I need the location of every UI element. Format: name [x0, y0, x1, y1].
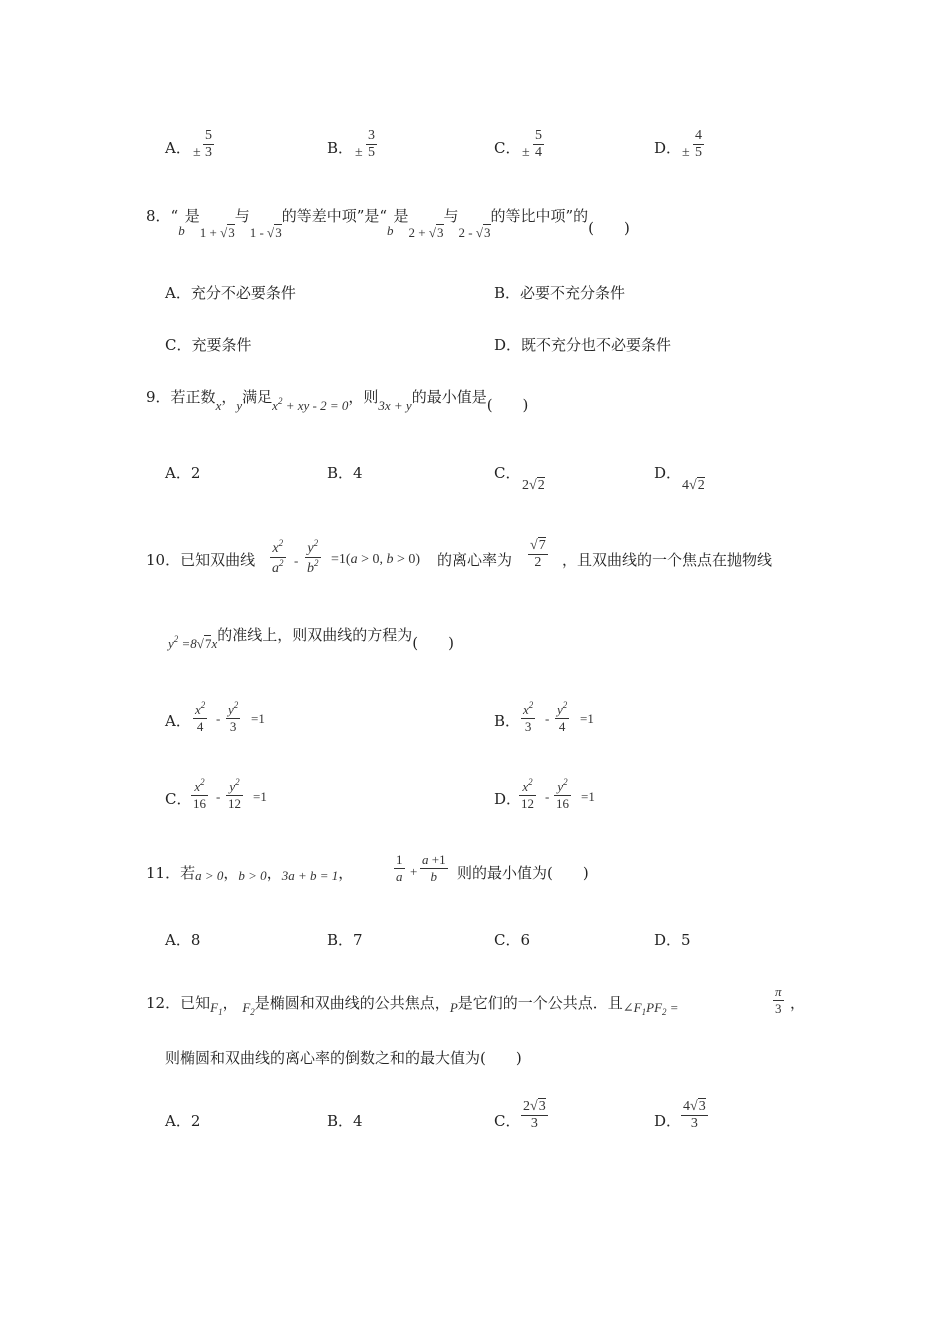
- answer-paren: ( ): [480, 1049, 522, 1067]
- condition-a: a > 0: [195, 868, 224, 883]
- point-p: P: [449, 1000, 458, 1015]
- expr-4: 2 - √3: [458, 225, 491, 240]
- question-number: 9．: [146, 388, 171, 406]
- text: 满足: [242, 388, 273, 406]
- quote-mark: “: [170, 207, 179, 225]
- q10-frac-y: $y^2$ $b^2$: [307, 538, 319, 576]
- question-number: 10．: [146, 551, 181, 569]
- text: 已知: [180, 994, 211, 1012]
- q7-b-fraction: 3 5: [368, 128, 375, 160]
- q10-text2: 的离心率为: [437, 551, 513, 569]
- option-frac: $y^2$ 3: [228, 700, 239, 734]
- q11-option-a: A．8: [165, 931, 201, 949]
- q8-option-c: C．充要条件: [165, 336, 252, 354]
- text: 已知双曲线: [180, 551, 256, 569]
- condition-b: b > 0: [238, 868, 267, 883]
- q8-option-b: B．必要不充分条件: [494, 284, 626, 302]
- q10-number: [146, 549, 255, 570]
- equals-one: =1: [580, 711, 594, 726]
- option-frac: $x^2$ 3: [523, 700, 534, 734]
- q9-option-b: B．4: [327, 464, 363, 482]
- text: 的等比中项”的: [490, 207, 589, 225]
- text: 的等差中项”是“: [281, 207, 388, 225]
- q12-d-fraction: 4√3 3: [683, 1099, 706, 1131]
- q7-option-b: [327, 137, 353, 158]
- text: 与: [234, 207, 250, 225]
- text: 的最小值是: [411, 388, 487, 406]
- q12-pi-over-3: π 3: [775, 984, 782, 1016]
- q11-frac-1: 1 a: [396, 852, 403, 884]
- q7-option-a: [165, 137, 191, 158]
- q10-option-b: B．: [494, 712, 521, 730]
- minus-sign: -: [216, 711, 221, 726]
- q11-option-b: B．7: [327, 931, 363, 949]
- text: 是它们的一个公共点．且: [457, 994, 623, 1012]
- q8-option-d: D．既不充分也不必要条件: [494, 336, 672, 354]
- text: 是椭圆和双曲线的公共焦点，: [254, 994, 450, 1012]
- q10-option-d: D．: [494, 790, 522, 808]
- angle-expr: $\angle F_1PF_2$ =: [622, 1000, 679, 1017]
- text: 是: [184, 207, 200, 225]
- q11-option-d: D．5: [654, 931, 691, 949]
- q7-option-d: [654, 137, 681, 158]
- option-frac: $y^2$ 12: [228, 777, 241, 811]
- answer-paren: ( ): [486, 396, 529, 414]
- var-b: b: [178, 223, 185, 238]
- text: 则的最小值为: [457, 864, 548, 882]
- plus-sign: +: [410, 864, 418, 879]
- option-frac: $x^2$ 4: [195, 700, 206, 734]
- expr-2: 1 - √3: [249, 225, 282, 240]
- q12-option-d: D．: [654, 1112, 682, 1130]
- minus-sign: -: [216, 789, 221, 804]
- option-frac: $y^2$ 16: [556, 777, 569, 811]
- q12-option-b: B．4: [327, 1112, 363, 1130]
- plus-minus-sign: ±: [355, 145, 363, 160]
- equals-one: =1: [253, 789, 267, 804]
- plus-minus-sign: ±: [682, 145, 690, 160]
- q11-stem-end: [457, 862, 589, 883]
- equals-one: =1: [251, 711, 265, 726]
- minus-sign: -: [545, 789, 550, 804]
- question-number: 11．: [146, 864, 181, 882]
- q8-option-a: A．充分不必要条件: [165, 284, 296, 302]
- parabola-eq: $y^2 =8√7x$: [168, 634, 218, 651]
- option-frac: $x^2$ 16: [193, 777, 206, 811]
- q12-c-fraction: 2√3 3: [523, 1099, 546, 1131]
- q12-option-c: C．: [494, 1112, 521, 1130]
- expression: 3x + y: [378, 398, 412, 413]
- q10-text3: ，且双曲线的一个焦点在抛物线: [562, 551, 773, 569]
- option-label: C．: [494, 139, 521, 157]
- option-label: B．: [327, 139, 354, 157]
- expr-1: 1 + √3: [199, 225, 235, 240]
- text: 的准线上，则双曲线的方程为: [217, 626, 413, 644]
- q9-c-value: 2√2: [522, 478, 545, 493]
- q11-frac-2: a +1 b: [422, 852, 446, 884]
- option-label: A．: [165, 139, 191, 157]
- minus-sign: -: [294, 553, 299, 568]
- q11-stem-start: 11．若a > 0，b > 0，3a + b = 1，: [146, 864, 354, 883]
- focus-f2: $F_2$: [242, 1000, 255, 1017]
- answer-paren: ( ): [588, 219, 630, 237]
- text: 是: [393, 207, 409, 225]
- q9-stem: [146, 386, 529, 414]
- q12-line2: [165, 1047, 522, 1068]
- q7-d-fraction: 4 5: [695, 128, 702, 160]
- q10-frac-x: $x^2$ $a^2$: [272, 538, 284, 576]
- q10-condition: =1(a > 0, b > 0): [331, 552, 421, 567]
- equals-one: =1: [581, 789, 595, 804]
- question-number: 12．: [146, 994, 181, 1012]
- text: 若: [180, 864, 196, 882]
- q7-option-c: [494, 137, 520, 158]
- q12-option-a: A．2: [165, 1112, 201, 1130]
- condition-sum: 3a + b = 1: [281, 868, 339, 883]
- text: 与: [443, 207, 459, 225]
- q9-option-c: C．: [494, 464, 521, 482]
- option-label: D．: [654, 139, 682, 157]
- q10-eccentricity: √7 2: [530, 538, 546, 570]
- q12-stem: 12．已知$F_1$， $F_2$是椭圆和双曲线的公共焦点，P是它们的一个公共点．且$\angle F_1PF_2$ =: [146, 994, 679, 1017]
- minus-sign: -: [545, 711, 550, 726]
- q7-a-fraction: 5 3: [205, 128, 212, 160]
- q7-c-fraction: 5 4: [535, 128, 542, 160]
- answer-paren: ( ): [412, 634, 454, 652]
- var-b: b: [387, 223, 394, 238]
- comma: ，: [790, 994, 806, 1012]
- q8-stem: [146, 205, 630, 240]
- expr-3: 2 + √3: [408, 225, 444, 240]
- option-frac: $x^2$ 12: [521, 777, 534, 811]
- q10-option-c: C．: [165, 790, 192, 808]
- q9-option-a: A．2: [165, 464, 201, 482]
- q10-option-a: A．: [165, 712, 191, 730]
- q9-d-value: 4√2: [682, 478, 705, 493]
- question-number: 8．: [146, 207, 171, 225]
- text: 则椭圆和双曲线的离心率的倒数之和的最大值为: [165, 1049, 481, 1067]
- q10-line2: [168, 624, 454, 652]
- text: ，: [221, 388, 237, 406]
- answer-paren: ( ): [547, 864, 589, 882]
- q11-option-c: C．6: [494, 931, 531, 949]
- focus-f1: $F_1$: [210, 1000, 223, 1017]
- text: ，则: [348, 388, 379, 406]
- equation: $x^2$ + xy - 2 = 0: [272, 396, 349, 413]
- q9-option-d: D．: [654, 464, 682, 482]
- var-y: y: [236, 398, 243, 413]
- plus-minus-sign: ±: [193, 145, 201, 160]
- option-frac: $y^2$ 4: [557, 700, 568, 734]
- plus-minus-sign: ±: [522, 145, 530, 160]
- var-x: x: [215, 398, 222, 413]
- text: 若正数: [170, 388, 216, 406]
